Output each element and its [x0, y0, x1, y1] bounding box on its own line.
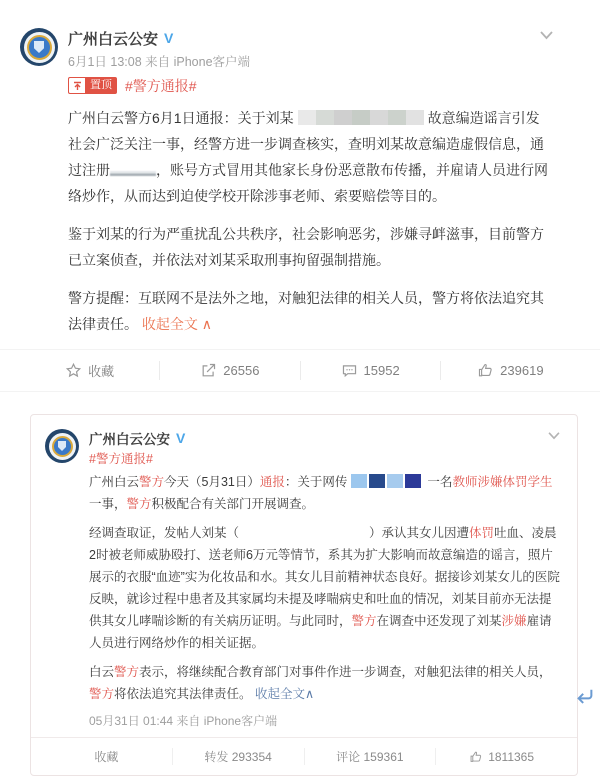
text-segment: 涉嫌 [501, 614, 527, 628]
pinned-post [0, 0, 600, 337]
hashtag-link[interactable]: #警方通报# [125, 77, 197, 94]
text-segment: 一名 [427, 475, 453, 489]
repost-count: 26556 [223, 363, 260, 378]
repost-count: 转发 293354 [204, 750, 272, 764]
avatar-ring [49, 433, 76, 460]
paragraph [89, 661, 561, 705]
like-icon [469, 750, 483, 764]
comment-button[interactable] [300, 361, 440, 380]
paragraph [89, 471, 561, 515]
avatar-ring [24, 32, 55, 63]
post-action-bar [31, 737, 577, 775]
return-arrow-icon[interactable] [574, 687, 596, 707]
collapse-full-text-link[interactable]: 收起全文 ∧ [138, 316, 213, 332]
author-name[interactable]: 广州白云公安 [89, 432, 170, 447]
quoted-post-card [30, 414, 578, 776]
author-name[interactable]: 广州白云公安 [68, 30, 159, 48]
text-segment: 广州白云 [89, 475, 140, 489]
avatar[interactable] [45, 429, 79, 463]
text-segment: 教师涉嫌体罚学生 [452, 475, 553, 489]
comment-icon [341, 362, 358, 379]
paragraph [68, 221, 550, 273]
redacted-mosaic-gray [298, 110, 424, 125]
text-segment: 警方提醒：互联网不是法外之地，对触犯法律的相关人员，警方将依法追究其法律责任。 [68, 290, 544, 332]
post-timestamp: 6月1日 13:08 来自 iPhone客户端 [68, 55, 251, 69]
like-count: 239619 [500, 363, 544, 378]
text-segment: 雇请人员进行网络炒作的相关证据。 [89, 614, 552, 650]
favorite-button[interactable] [20, 361, 159, 380]
text-segment: 积极配合有关部门开展调查。 [151, 497, 315, 511]
text-segment: ：关于网传 [284, 475, 348, 489]
text-segment: 鉴于刘某的行为严重扰乱公共秩序，社会影响恶劣，涉嫌寻衅滋事，目前警方已立案侦查，并依法对刘某采取刑事拘留强制措施。 [68, 226, 544, 268]
like-button[interactable] [440, 361, 580, 380]
star-icon [65, 362, 82, 379]
post-timestamp: 05月31日 01:44 来自 iPhone客户端 [89, 714, 278, 728]
text-segment: 吐血、凌晨2时被老师威胁殴打、送老师6万元等情节，系其为扩大影响而故意编造的谣言，照片展示的衣服“血迹”实为化妆品和水。其女儿目前精神状态良好。据接诊刘某女儿的医院反映，就诊过程中患者及其家属均未提及哮喘病史和吐血的情况，刘某目前亦无法提供其女儿哮喘诊断的有关病历证明。与此同时， [89, 526, 560, 628]
repost-icon [200, 362, 217, 379]
post-body [89, 471, 561, 705]
redacted-mosaic-blue [351, 474, 423, 488]
text-segment: 体罚 [469, 526, 495, 540]
paragraph [89, 522, 561, 654]
like-count: 1811365 [488, 749, 535, 764]
shield-icon [34, 41, 44, 53]
verified-badge-icon: V [176, 430, 186, 446]
favorite-button[interactable] [41, 748, 172, 765]
paragraph [68, 285, 550, 337]
text-segment: 今天（5月31日） [164, 475, 260, 489]
pinned-label: 置顶 [85, 77, 117, 94]
shield-icon [58, 441, 66, 451]
favorite-label: 收藏 [88, 364, 115, 379]
favorite-label: 收藏 [94, 750, 119, 764]
repost-button[interactable] [159, 361, 299, 380]
verified-badge-icon: V [164, 30, 174, 46]
police-emblem [52, 436, 73, 457]
collapse-full-text-link[interactable]: 收起全文∧ [251, 687, 315, 701]
text-segment: 在调查中还发现了刘某 [376, 614, 502, 628]
comment-count: 15952 [363, 363, 400, 378]
post-action-bar [0, 349, 600, 392]
text-segment: 警方 [114, 665, 140, 679]
hashtag-link[interactable]: #警方通报# [89, 452, 153, 466]
pin-icon [68, 77, 85, 94]
post-body [68, 105, 550, 337]
text-segment: ）承认其女儿因遭 [369, 526, 470, 540]
text-segment: 警方 [89, 687, 115, 701]
police-emblem [27, 35, 52, 60]
chevron-down-icon[interactable] [539, 30, 554, 40]
text-segment: 警方 [351, 614, 377, 628]
text-segment: 警方 [139, 475, 165, 489]
comment-button[interactable] [304, 748, 436, 765]
redacted-account-name [110, 164, 156, 176]
text-segment: 广州白云警方6月1日通报：关于刘某 [68, 110, 294, 126]
paragraph [68, 105, 550, 209]
text-segment: 一事， [89, 497, 127, 511]
like-icon [477, 362, 494, 379]
pinned-badge [68, 77, 117, 94]
text-segment: 白云 [89, 665, 115, 679]
text-segment: 故意编造谣言引发社会广泛关注一事，经警方进一步调查核实，查明刘某故意编造虚假信息，通过注册 [68, 110, 544, 178]
like-button[interactable] [435, 748, 567, 765]
text-segment: 警方 [126, 497, 152, 511]
avatar[interactable] [20, 28, 58, 66]
comment-count: 评论 159361 [336, 750, 404, 764]
text-segment: ，账号方式冒用其他家长身份恶意散布传播，并雇请人员进行网络炒作，从而达到迫使学校开除涉事老师、索要赔偿等目的。 [68, 162, 548, 204]
text-segment: 将依法追究其法律责任。 [114, 687, 252, 701]
text-segment: 通报 [259, 475, 285, 489]
repost-button[interactable] [172, 748, 304, 765]
text-segment: 经调查取证，发帖人刘某（ [89, 526, 240, 540]
text-segment: 表示，将继续配合教育部门对事件作进一步调查，对触犯法律的相关人员， [139, 665, 552, 679]
chevron-down-icon[interactable] [547, 431, 561, 440]
